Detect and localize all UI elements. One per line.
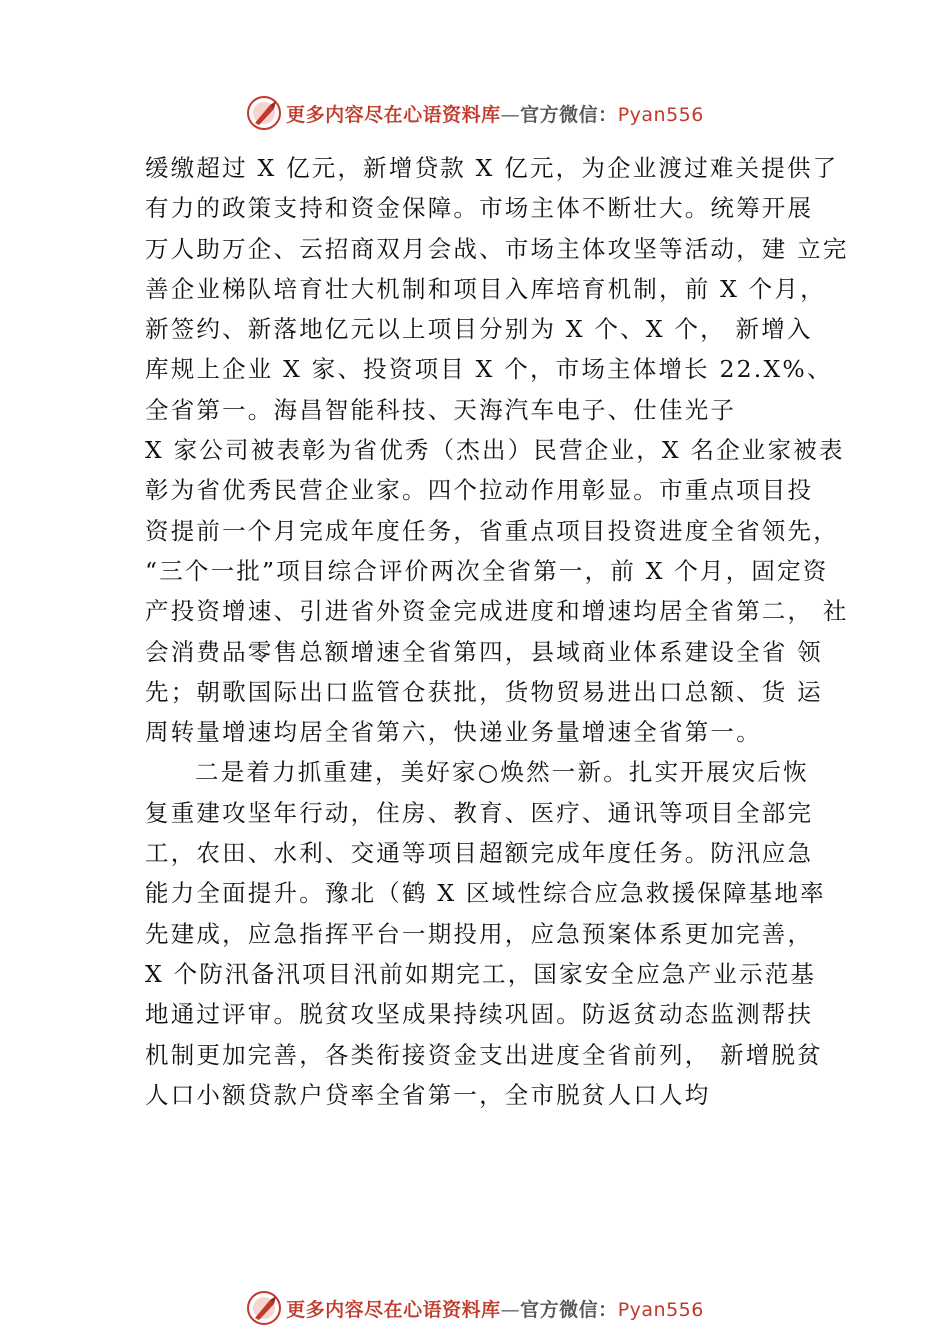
watermark-dash: — bbox=[500, 1298, 521, 1321]
document-body bbox=[145, 148, 849, 1115]
watermark-text bbox=[286, 1295, 704, 1322]
watermark-separator: ： bbox=[598, 103, 618, 126]
watermark-wechat-id: Pyan556 bbox=[617, 103, 704, 126]
text-line: 库规上企业 X 家、投资项目 X 个，市场主体增长 22.X%、 bbox=[145, 355, 833, 384]
text-line: 会消费品零售总额增速全省第四，县域商业体系建设全省 领 bbox=[145, 637, 823, 666]
text-line: 万人助万企、云招商双月会战、市场主体攻坚等活动，建 立完 bbox=[145, 234, 849, 263]
footer-watermark bbox=[0, 1288, 950, 1328]
text-line: 周转量增速均居全省第六，快递业务量增速全省第一。 bbox=[145, 718, 762, 747]
text-line: 机制更加完善，各类衔接资金支出进度全省前列， 新增脱贫 bbox=[145, 1040, 823, 1069]
text-line: 有力的政策支持和资金保障。市场主体不断壮大。统筹开展 bbox=[145, 194, 814, 223]
watermark-brand: 更多内容尽在心语资料库 bbox=[286, 1298, 501, 1321]
text-line: 先；朝歌国际出口监管仓获批，货物贸易进出口总额、货 运 bbox=[145, 677, 823, 706]
text-line: 全省第一。海昌智能科技、天海汽车电子、仕佳光子 bbox=[145, 395, 737, 424]
text-line: X 家公司被表彰为省优秀（杰出）民营企业，X 名企业家被表 bbox=[145, 436, 845, 465]
text-line: 缓缴超过 X 亿元，新增贷款 X 亿元，为企业渡过难关提供了 bbox=[145, 154, 839, 182]
text-line: 彰为省优秀民营企业家。四个拉动作用彰显。市重点项目投 bbox=[145, 476, 814, 505]
watermark-official: 官方微信 bbox=[520, 103, 599, 126]
text-line: 人口小额贷款户贷率全省第一，全市脱贫人口人均 bbox=[145, 1080, 711, 1109]
text-line: 产投资增速、引进省外资金完成进度和增速均居全省第二， 社 bbox=[145, 597, 849, 626]
watermark-dash: — bbox=[500, 103, 521, 126]
watermark-text bbox=[286, 100, 704, 127]
text-line: 复重建攻坚年行动，住房、教育、医疗、通讯等项目全部完 bbox=[145, 798, 814, 827]
text-line: 善企业梯队培育壮大机制和项目入库培育机制，前 X 个月， bbox=[145, 274, 826, 303]
text-line: 地通过评审。脱贫攻坚成果持续巩固。防返贫动态监测帮扶 bbox=[145, 1000, 814, 1029]
text-line: “三个一批”项目综合评价两次全省第一，前 X 个月，固定资 bbox=[145, 556, 829, 585]
text-line: 工，农田、水利、交通等项目超额完成年度任务。防汛应急 bbox=[145, 839, 814, 868]
text-line: 资提前一个月完成年度任务，省重点项目投资进度全省领先， bbox=[145, 516, 839, 545]
quill-logo-icon bbox=[246, 1290, 282, 1326]
paragraph-start-line: 二是着力抓重建，美好家○焕然一新。扎实开展灾后恢 bbox=[195, 758, 809, 787]
quill-logo-icon bbox=[246, 95, 282, 131]
text-line: 能力全面提升。豫北（鹤 X 区域性综合应急救援保障基地率 bbox=[145, 879, 826, 908]
text-line: 先建成，应急指挥平台一期投用，应急预案体系更加完善， bbox=[145, 919, 814, 948]
text-line: 新签约、新落地亿元以上项目分别为 X 个、X 个， 新增入 bbox=[145, 315, 813, 344]
watermark-separator: ： bbox=[598, 1298, 618, 1321]
watermark-brand: 更多内容尽在心语资料库 bbox=[286, 103, 501, 126]
header-watermark bbox=[0, 93, 950, 133]
text-line: X 个防汛备汛项目汛前如期完工，国家安全应急产业示范基 bbox=[145, 959, 817, 988]
watermark-official: 官方微信 bbox=[520, 1298, 599, 1321]
watermark-wechat-id: Pyan556 bbox=[617, 1298, 704, 1321]
